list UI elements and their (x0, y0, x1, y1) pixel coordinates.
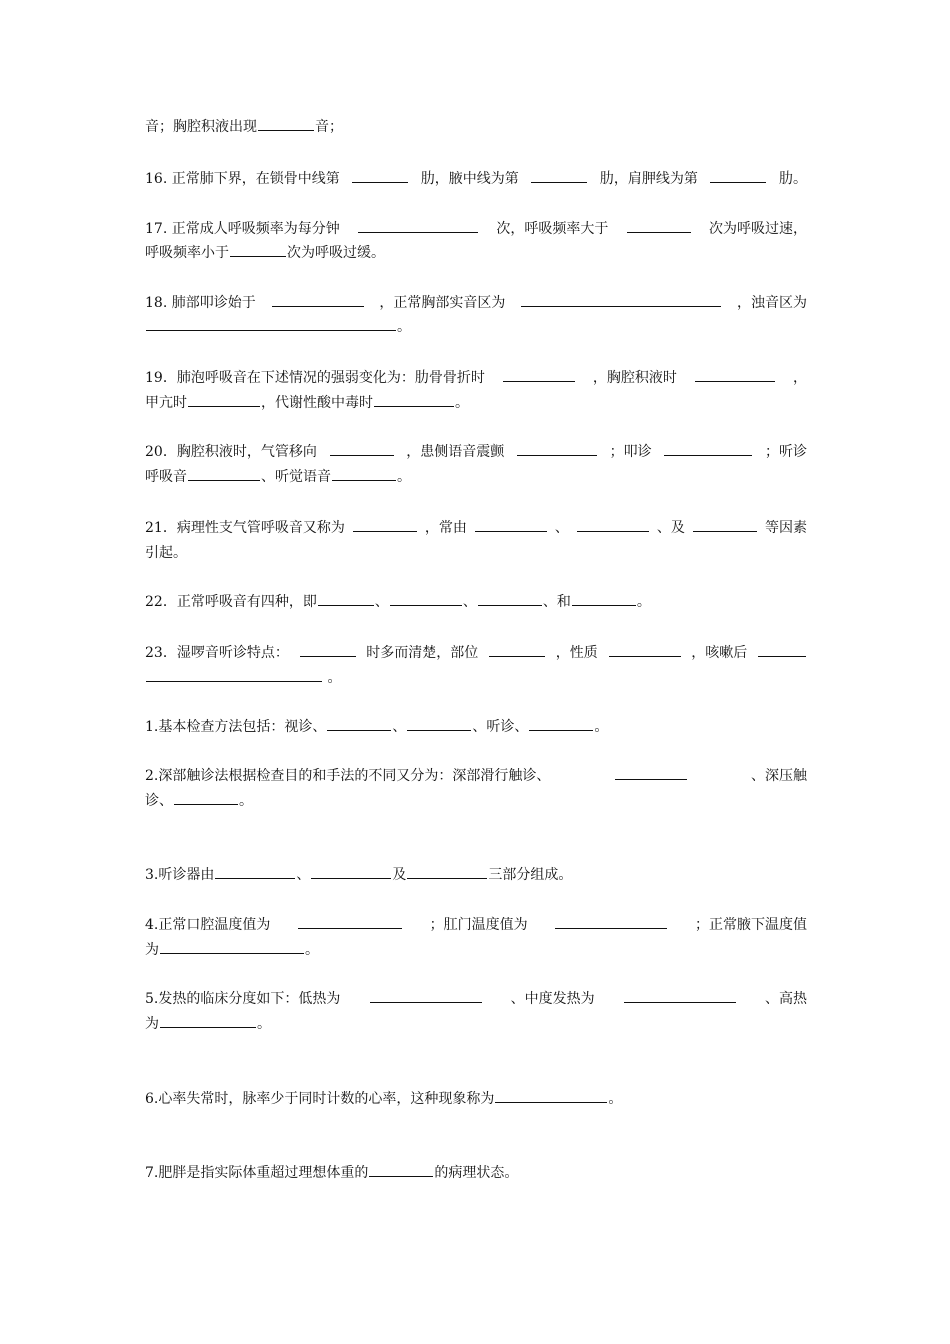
question-text: 16. 正常肺下界，在锁骨中线第 (145, 171, 340, 187)
answer-blank[interactable] (353, 519, 417, 532)
question-text: 肋，肩胛线为第 (599, 171, 698, 187)
answer-blank[interactable] (615, 767, 687, 780)
answer-blank[interactable] (627, 220, 691, 233)
question-text: 、 (462, 594, 477, 610)
text-line-b2a (145, 767, 807, 785)
text-line-l19a (145, 369, 807, 387)
question-text: 呼吸音 (145, 469, 187, 485)
answer-blank[interactable] (327, 718, 391, 731)
question-text: 为 (145, 942, 159, 958)
question-text: ；肛门温度值为 (429, 917, 528, 933)
question-text: ，性质 (555, 645, 598, 661)
text-line-l20a (145, 443, 807, 461)
answer-blank[interactable] (230, 244, 286, 257)
question-text: 。 (397, 319, 411, 335)
question-text: 22．正常呼吸音有四种，即 (145, 594, 317, 610)
question-text: 肋，腋中线为第 (420, 171, 519, 187)
question-text: 音；胸腔积液出现 (145, 119, 257, 135)
answer-blank[interactable] (489, 644, 545, 657)
question-text: 、 (554, 520, 569, 536)
answer-blank[interactable] (188, 468, 260, 481)
answer-blank[interactable] (710, 170, 766, 183)
question-text: 呼吸频率小于 (145, 245, 229, 261)
question-text: 。 (608, 1091, 623, 1107)
text-line-b6 (145, 1090, 807, 1108)
question-text: 的病理状态。 (434, 1165, 519, 1181)
answer-blank[interactable] (174, 792, 238, 805)
question-text: 次为呼吸过缓。 (287, 245, 385, 261)
question-text: 2.深部触诊法根据检查目的和手法的不同又分为：深部滑行触诊、 (145, 768, 551, 784)
question-text: 、听觉语音 (261, 469, 331, 485)
question-text: 、深压触 (750, 768, 807, 784)
answer-blank[interactable] (298, 916, 402, 929)
answer-blank[interactable] (495, 1090, 607, 1103)
question-text: 音； (315, 119, 343, 135)
text-line-l18b (145, 318, 807, 336)
question-text: 时多而清楚，部位 (366, 645, 479, 661)
question-text: 7.肥胖是指实际体重超过理想体重的 (145, 1165, 369, 1181)
text-line-l17a (145, 220, 807, 238)
question-text: 等因素 (764, 520, 807, 536)
answer-blank[interactable] (693, 519, 757, 532)
text-line-b4a (145, 916, 807, 934)
answer-blank[interactable] (215, 866, 295, 879)
text-line-l17b (145, 244, 807, 262)
answer-blank[interactable] (664, 443, 752, 456)
text-line-l21b (145, 544, 807, 562)
question-text: ；听诊 (764, 444, 807, 460)
answer-blank[interactable] (318, 593, 374, 606)
answer-blank[interactable] (478, 593, 542, 606)
answer-blank[interactable] (374, 394, 454, 407)
question-text: 、和 (542, 594, 571, 610)
question-text: 。 (257, 1016, 271, 1032)
answer-blank[interactable] (529, 718, 593, 731)
answer-blank[interactable] (577, 519, 649, 532)
text-line-l20b (145, 468, 807, 486)
question-text: 、高热 (764, 991, 807, 1007)
answer-blank[interactable] (531, 170, 587, 183)
answer-blank[interactable] (352, 170, 408, 183)
question-text: 。 (594, 719, 609, 735)
question-text: 、 (296, 867, 311, 883)
text-line-l15b (145, 118, 807, 136)
text-line-b1 (145, 718, 807, 736)
answer-blank[interactable] (160, 941, 304, 954)
question-text: 次，呼吸频率大于 (496, 221, 609, 237)
text-line-b4b (145, 941, 807, 959)
question-text: 三部分组成。 (488, 867, 573, 883)
text-line-l23b (145, 669, 807, 687)
question-text: ，常由 (424, 520, 467, 536)
answer-blank[interactable] (695, 369, 775, 382)
answer-blank[interactable] (503, 369, 575, 382)
answer-blank[interactable] (475, 519, 547, 532)
question-text: 甲亢时 (145, 395, 187, 411)
question-text: 19．肺泡呼吸音在下述情况的强弱变化为：肋骨骨折时 (145, 370, 485, 386)
question-text: 3.听诊器由 (145, 867, 215, 883)
text-line-b3 (145, 866, 807, 884)
text-line-l22 (145, 593, 807, 611)
question-text: 17. 正常成人呼吸频率为每分钟 (145, 221, 340, 237)
answer-blank[interactable] (609, 644, 681, 657)
question-text: 21．病理性支气管呼吸音又称为 (145, 520, 345, 536)
text-line-b5b (145, 1015, 807, 1033)
answer-blank[interactable] (517, 443, 597, 456)
question-text: 。 (305, 942, 319, 958)
answer-blank[interactable] (258, 118, 314, 131)
answer-blank[interactable] (358, 220, 478, 233)
question-text: 。 (323, 670, 342, 686)
question-text: 、及 (656, 520, 685, 536)
question-text: 、 (392, 719, 407, 735)
question-text: 引起。 (145, 545, 187, 561)
question-text: 、中度发热为 (510, 991, 595, 1007)
question-text: 及 (392, 867, 407, 883)
question-text: ；叩诊 (609, 444, 652, 460)
question-text: 6.心率失常时，脉率少于同时计数的心率，这种现象称为 (145, 1091, 495, 1107)
question-text: ，正常胸部实音区为 (379, 295, 506, 311)
text-line-l21a (145, 519, 807, 537)
question-text: 。 (397, 469, 411, 485)
question-text: 次为呼吸过速， (708, 221, 807, 237)
answer-blank[interactable] (521, 294, 721, 307)
answer-blank[interactable] (311, 866, 391, 879)
answer-blank[interactable] (572, 593, 636, 606)
question-text: 肋。 (779, 171, 807, 187)
answer-blank[interactable] (624, 990, 736, 1003)
answer-blank[interactable] (160, 1015, 256, 1028)
answer-blank[interactable] (758, 644, 806, 657)
question-text: 为 (145, 1016, 159, 1032)
answer-blank[interactable] (272, 294, 364, 307)
text-line-l18a (145, 294, 807, 312)
text-line-l19b (145, 394, 807, 412)
question-text: 诊、 (145, 793, 173, 809)
question-text: ， (792, 370, 807, 386)
question-text: 18. 肺部叩诊始于 (145, 295, 256, 311)
question-text: 。 (636, 594, 651, 610)
answer-blank[interactable] (390, 593, 462, 606)
question-text: ，胸腔积液时 (592, 370, 677, 386)
answer-blank[interactable] (407, 718, 471, 731)
answer-blank[interactable] (555, 916, 667, 929)
answer-blank[interactable] (369, 1164, 433, 1177)
answer-blank[interactable] (407, 866, 487, 879)
text-line-b5a (145, 990, 807, 1008)
question-text: 、听诊、 (472, 719, 529, 735)
question-text: 23．湿啰音听诊特点： (145, 645, 289, 661)
question-text: 。 (455, 395, 469, 411)
answer-blank[interactable] (188, 394, 260, 407)
answer-blank[interactable] (370, 990, 482, 1003)
text-line-l16 (145, 170, 807, 188)
text-line-b2b (145, 792, 807, 810)
question-text: 。 (239, 793, 253, 809)
question-text: ；正常腋下温度值 (694, 917, 807, 933)
question-text: 4.正常口腔温度值为 (145, 917, 271, 933)
answer-blank[interactable] (330, 443, 394, 456)
text-line-b7 (145, 1164, 807, 1182)
answer-blank[interactable] (146, 318, 396, 331)
question-text: 1.基本检查方法包括：视诊、 (145, 719, 327, 735)
question-text: 、 (374, 594, 389, 610)
answer-blank[interactable] (146, 669, 322, 682)
question-text: ，浊音区为 (736, 295, 807, 311)
question-text: ，患侧语音震颤 (406, 444, 505, 460)
question-text: ，代谢性酸中毒时 (261, 395, 373, 411)
question-text: 5.发热的临床分度如下：低热为 (145, 991, 341, 1007)
answer-blank[interactable] (332, 468, 396, 481)
question-text: ，咳嗽后 (691, 645, 748, 661)
question-text: 20．胸腔积液时，气管移向 (145, 444, 317, 460)
answer-blank[interactable] (300, 644, 356, 657)
text-line-l23a (145, 644, 807, 662)
